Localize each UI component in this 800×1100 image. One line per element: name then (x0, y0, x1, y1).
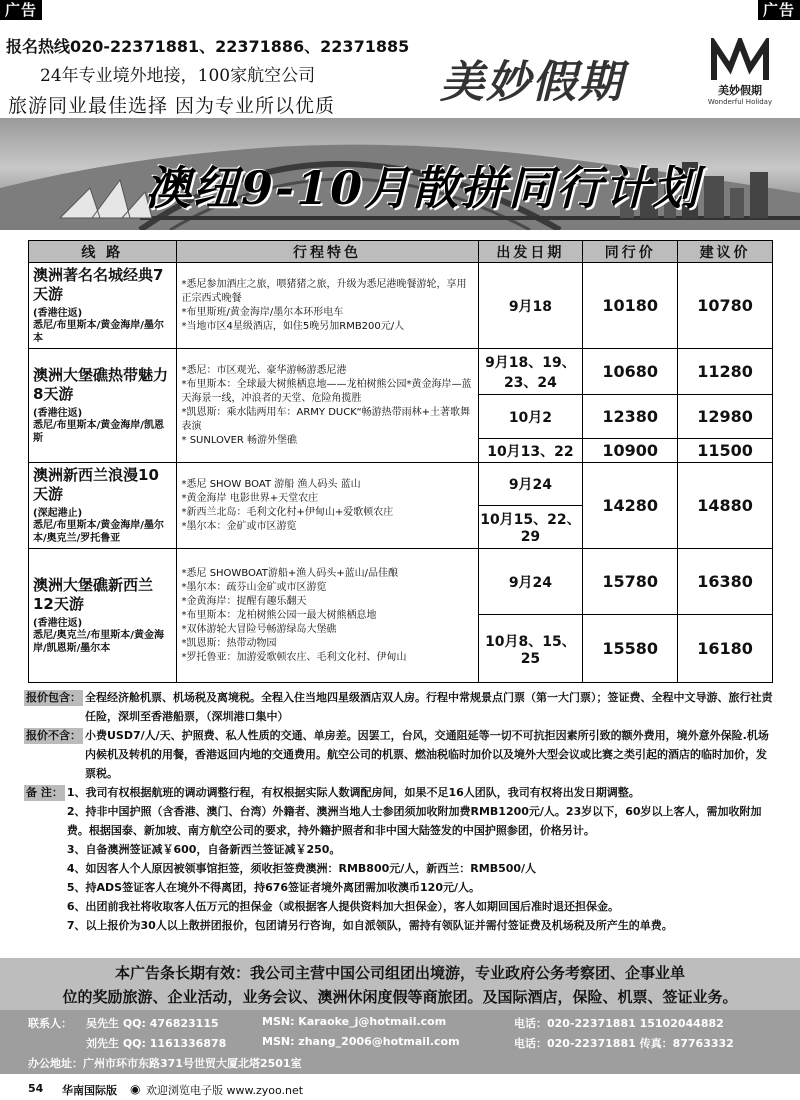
contact-msn-2[interactable]: MSN: zhang_2006@hotmail.com (262, 1035, 460, 1048)
departure-date: 9月18、19、23、24 (478, 349, 583, 395)
remarks-label: 备 注： (26, 786, 63, 799)
contact-bar (0, 1010, 800, 1074)
route-cities: 悉尼/布里斯本/黄金海岸/凯恩斯 (33, 420, 164, 444)
route-note: (香港往返) (33, 408, 83, 419)
header-departure: 出发日期 (478, 241, 583, 263)
feature-line: *布里斯班/黄金海岸/墨尔本环形电车 (181, 306, 344, 318)
table-header-row (29, 241, 773, 263)
feature-line: *凯恩斯：乘水陆两用车：ARMY DUCK“畅游热带雨林+土著歌舞表演 (181, 406, 471, 432)
terms-section (24, 688, 776, 935)
remark-item: 1、我司有权根据航班的调动调整行程，有权根据实际人数调配房间，如果不足16人团队，我司有权将出发日期调整。 (66, 786, 640, 799)
features-cell (176, 349, 478, 463)
route-name: 澳洲大堡礁热带魅力8天游 (33, 366, 169, 403)
feature-line: *布里斯本：全球最大树熊栖息地——龙柏树熊公园*黄金海岸—蓝天海景一线，冲浪者的天堂、危险角揽胜 (181, 378, 472, 404)
page-number: 54 (28, 1082, 44, 1095)
suggested-price: 16380 (678, 549, 773, 615)
feature-line: *凯恩斯：热带动物园 (181, 637, 277, 649)
remark-item: 7、以上报价为30人以上散拼团报价，包团请另行咨询，如自派领队，需持有领队证并需付签证费及机场税及所产生的单费。 (66, 919, 673, 932)
departure-date: 9月18 (478, 263, 583, 349)
route-cities: 悉尼/布里斯本/黄金海岸/墨尔本 (33, 320, 164, 344)
peer-price: 10900 (583, 439, 678, 463)
remarks-list (65, 783, 776, 935)
tour-price-table (28, 240, 773, 683)
excluded-text: 小费USD7/人/天、护照费、私人性质的交通、单房差。因罢工，台风，交通阻延等一切不可抗拒因素所引致的额外费用，境外意外保险.机场内候机及转机的用餐，香港返回内地的交通费用。航空公司的机票、燃油税临时加价以及境外大型会议或比赛之类引起的酒店的临时加价，发票税。 (85, 729, 769, 780)
price-included (24, 688, 776, 726)
peer-price: 14280 (583, 463, 678, 549)
office-address: 办公地址：广州市环市东路371号世贸大厦北塔2501室 (28, 1057, 302, 1070)
contact-msn-1[interactable]: MSN: Karaoke_j@hotmail.com (262, 1015, 447, 1028)
header-route: 线 路 (29, 241, 177, 263)
feature-line: *墨尔本：疏芬山金矿或市区游览 (181, 581, 327, 593)
peer-price: 10180 (583, 263, 678, 349)
brand-logo (700, 38, 780, 108)
ad-tag-right: 广告 (758, 0, 800, 20)
suggested-price: 11500 (678, 439, 773, 463)
route-name: 澳洲新西兰浪漫10天游 (33, 466, 159, 503)
header-peer-price: 同行价 (583, 241, 678, 263)
table-row (29, 349, 773, 395)
header-suggested-price: 建议价 (678, 241, 773, 263)
included-label: 报价包含： (26, 691, 81, 704)
route-cell (29, 549, 177, 683)
remark-item: 3、自备澳洲签证减￥600，自备新西兰签证减￥250。 (66, 843, 341, 856)
suggested-price: 10780 (678, 263, 773, 349)
remark-item: 5、持ADS签证客人在境外不得离团，持676签证者境外离团需加收澳币120元/人。 (66, 881, 481, 894)
table-row (29, 463, 773, 506)
features-cell (176, 463, 478, 549)
publication-name: 华南国际版 (62, 1084, 117, 1097)
tagline-quality: 旅游同业最佳选择 因为专业所以优质 (8, 95, 336, 117)
route-note: (深起港止) (33, 508, 83, 519)
remark-item: 2、持非中国护照（含香港、澳门、台湾）外籍者、澳洲当地人士参团须加收附加费RMB1200元/人。23岁以下，60岁以上客人，需加收附加费。根据国泰、新加坡、南方航空公司的要求，持外籍护照者和非中国大陆签发的中国护照参团，价格另计。 (66, 805, 762, 837)
tagline-airlines: 24年专业境外地接，100家航空公司 (40, 66, 316, 86)
remark-item: 4、如因客人个人原因被领事馆拒签，须收拒签费澳洲：RMB800元/人，新西兰：RMB500/人 (66, 862, 537, 875)
route-cities: 悉尼/奥克兰/布里斯本/黄金海岸/凯恩斯/墨尔本 (33, 630, 164, 654)
page-footer (0, 1078, 800, 1100)
publication-icon: ◉ (130, 1082, 141, 1096)
logo-mark-icon (710, 38, 770, 82)
suggested-price: 14880 (678, 463, 773, 549)
feature-line: *双体游轮大冒险号畅游绿岛大堡礁 (181, 623, 337, 635)
brand-name: 美妙假期 (440, 57, 624, 108)
feature-line: *悉尼：市区观光、豪华游畅游悉尼港 (181, 364, 347, 376)
price-excluded (24, 726, 776, 783)
contact-person-1: 吴先生 QQ: 476823115 (86, 1017, 219, 1030)
departure-date: 10月8、15、25 (478, 615, 583, 683)
peer-price: 12380 (583, 395, 678, 439)
feature-line: *黄金海岸 电影世界+天堂农庄 (181, 492, 319, 504)
features-cell (176, 263, 478, 349)
header-features: 行程特色 (176, 241, 478, 263)
feature-line: *当地市区4星级酒店，如住5晚另加RMB200元/人 (181, 320, 405, 332)
contact-person-2: 刘先生 QQ: 1161336878 (86, 1037, 227, 1050)
suggested-price: 16180 (678, 615, 773, 683)
banner-line: 位的奖励旅游、企业活动，业务会议、澳洲休闲度假等商旅团。及国际酒店，保险、机票、签证业务。 (62, 988, 738, 1006)
logo-name-en: Wonderful Holiday (707, 98, 773, 106)
logo-name-cn: 美妙假期 (718, 84, 762, 97)
table-row (29, 263, 773, 349)
hero-title: 澳纽9-10月散拼同行计划 (145, 161, 701, 215)
departure-date: 9月24 (478, 549, 583, 615)
remarks (24, 783, 776, 935)
route-note: (香港往返) (33, 618, 83, 629)
hero-banner (0, 118, 800, 230)
feature-line: *罗托鲁亚：加游爱歌顿农庄、毛利文化村、伊甸山 (181, 651, 407, 663)
route-cell (29, 463, 177, 549)
departure-date: 10月13、22 (478, 439, 583, 463)
feature-line: *新西兰北岛：毛利文化村+伊甸山+爱歌顿农庄 (181, 506, 394, 518)
business-banner (0, 958, 800, 1010)
peer-price: 15780 (583, 549, 678, 615)
route-cities: 悉尼/布里斯本/黄金海岸/墨尔本/奥克兰/罗托鲁亚 (33, 520, 164, 544)
hotline: 报名热线020-22371881、22371886、22371885 (6, 37, 410, 56)
departure-date: 9月24 (478, 463, 583, 506)
feature-line: *悉尼参加酒庄之旅，喂猪猪之旅，升级为悉尼港晚餐游轮，享用正宗西式晚餐 (181, 278, 467, 304)
route-name: 澳洲大堡礁新西兰12天游 (33, 576, 154, 613)
features-cell (176, 549, 478, 683)
contact-phone-1: 电话：020-22371881 15102044882 (514, 1017, 724, 1030)
route-name: 澳洲著名名城经典7天游 (33, 266, 164, 303)
excluded-label: 报价不含： (26, 729, 81, 742)
feature-line: *悉尼 SHOWBOAT游船+渔人码头+蓝山/品佳酿 (181, 567, 398, 579)
table-row (29, 549, 773, 615)
departure-date: 10月2 (478, 395, 583, 439)
suggested-price: 12980 (678, 395, 773, 439)
route-cell (29, 349, 177, 463)
feature-line: *布里斯本：龙柏树熊公园一最大树熊栖息地 (181, 609, 377, 621)
peer-price: 10680 (583, 349, 678, 395)
route-cell (29, 263, 177, 349)
remark-item: 6、出团前我社将收取客人伍万元的担保金（或根据客人提供资料加大担保金），客人如期回国后准时退还担保金。 (66, 900, 619, 913)
feature-line: * SUNLOVER 畅游外堡礁 (181, 434, 298, 446)
departure-date: 10月15、22、29 (478, 506, 583, 549)
contact-phone-2: 电话：020-22371881 传真：87763332 (514, 1037, 734, 1050)
feature-line: *悉尼 SHOW BOAT 游船 渔人码头 蓝山 (181, 478, 361, 490)
suggested-price: 11280 (678, 349, 773, 395)
banner-line: 本广告条长期有效：我公司主营中国公司组团出境游，专业政府公务考察团、企事业单 (114, 964, 685, 982)
contact-label: 联系人： (28, 1017, 72, 1030)
route-note: (香港往返) (33, 308, 83, 319)
ad-tag-left: 广告 (0, 0, 42, 20)
included-text: 全程经济舱机票、机场税及离境税。全程入住当地四星级酒店双人房。行程中常规景点门票（第一大门票）；签证费、全程中文导游、旅行社责任险，深圳至香港船票，（深圳港口集中） (85, 691, 773, 723)
website-slogan[interactable]: 欢迎浏览电子版 www.zyoo.net (146, 1084, 304, 1097)
peer-price: 15580 (583, 615, 678, 683)
feature-line: *金黄海岸：捉醒有趣乐翻天 (181, 595, 307, 607)
feature-line: *墨尔本：金矿或市区游览 (181, 520, 297, 532)
